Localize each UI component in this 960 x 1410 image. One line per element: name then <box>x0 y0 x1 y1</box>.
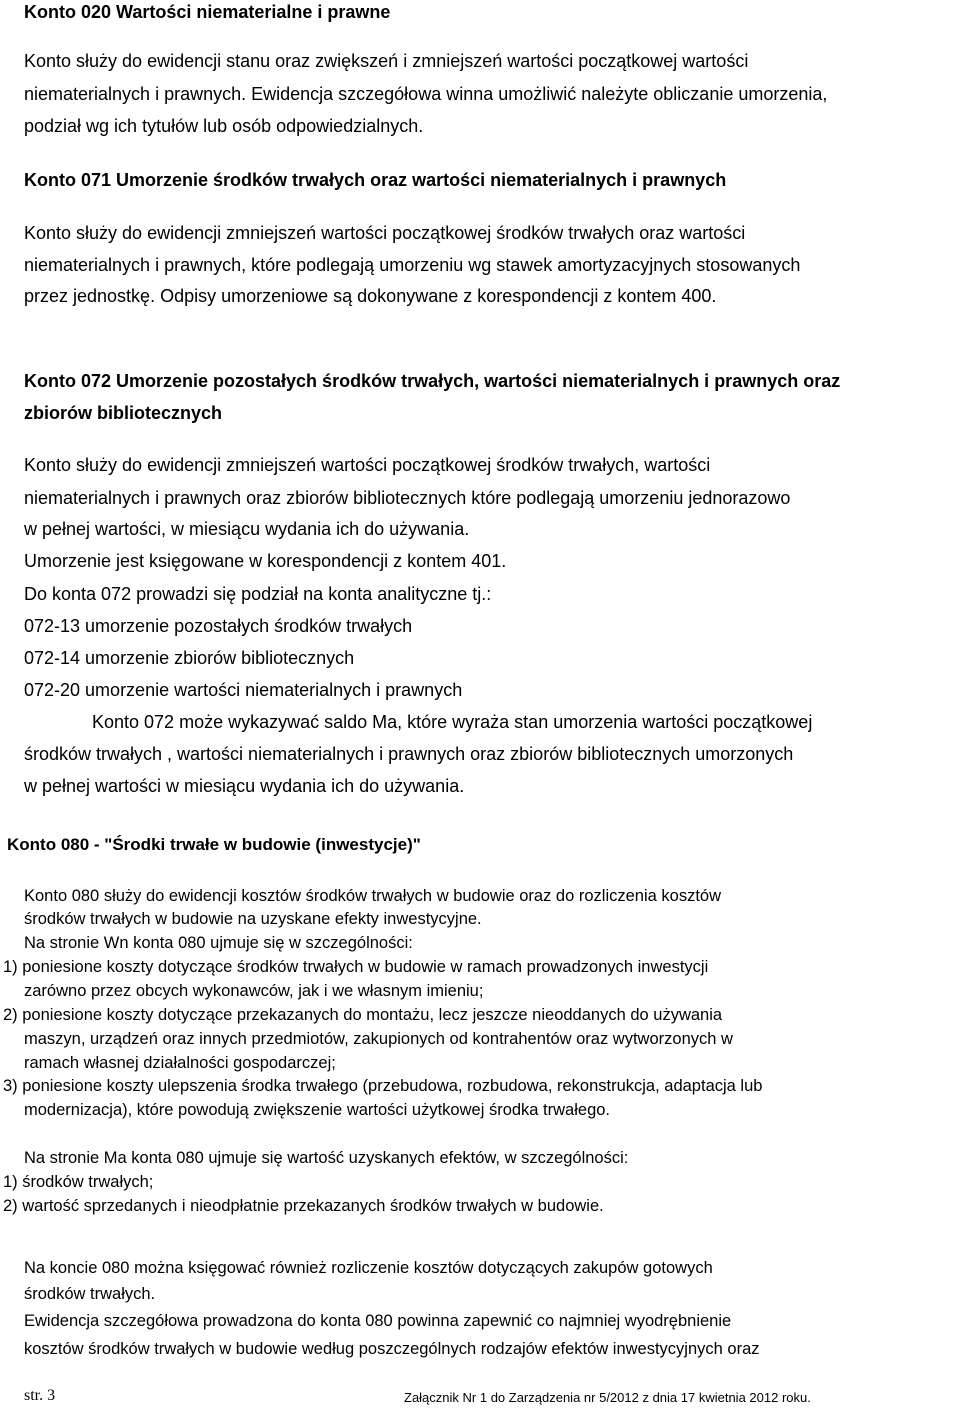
konto-020-text-line: podział wg ich tytułów lub osób odpowiedzialnych. <box>24 116 424 136</box>
konto-080-list-item: 3) poniesione koszty ulepszenia środka trwałego (przebudowa, rozbudowa, rekonstrukcja, adaptacja lub <box>3 1077 763 1095</box>
konto-080-text-line: Ewidencja szczegółowa prowadzona do konta 080 powinna zapewnić co najmniej wyodrębnienie <box>24 1312 732 1330</box>
konto-072-text-line: niematerialnych i prawnych oraz zbiorów bibliotecznych które podlegają umorzeniu jednorazowo <box>24 488 791 508</box>
konto-080-text-line: Na stronie Ma konta 080 ujmuje się wartość uzyskanych efektów, w szczególności: <box>24 1149 629 1167</box>
konto-080-list-item: 1) środków trwałych; <box>3 1173 154 1191</box>
konto-071-text-line: przez jednostkę. Odpisy umorzeniowe są dokonywane z korespondencji z kontem 400. <box>24 286 717 306</box>
konto-080-list-item: 2) poniesione koszty dotyczące przekazanych do montażu, lecz jeszcze nieoddanych do używania <box>3 1006 723 1024</box>
konto-072-text-line: środków trwałych , wartości niematerialnych i prawnych oraz zbiorów bibliotecznych umorzonych <box>24 744 794 764</box>
konto-080-list-item: 2) wartość sprzedanych i nieodpłatnie przekazanych środków trwałych w budowie. <box>3 1197 604 1215</box>
konto-072-text-line: w pełnej wartości w miesiącu wydania ich do używania. <box>24 776 465 796</box>
konto-072-text-line: Konto 072 może wykazywać saldo Ma, które wyraża stan umorzenia wartości początkowej <box>92 712 813 732</box>
konto-072-text-line: Konto służy do ewidencji zmniejszeń wartości początkowej środków trwałych, wartości <box>24 455 711 475</box>
konto-080-list-item: 1) poniesione koszty dotyczące środków trwałych w budowie w ramach prowadzonych inwestycji <box>3 958 709 976</box>
konto-072-analytic-item: 072-13 umorzenie pozostałych środków trwałych <box>24 616 413 636</box>
konto-072-analytic-item: 072-14 umorzenie zbiorów bibliotecznych <box>24 648 355 668</box>
konto-072-analytic-item: 072-20 umorzenie wartości niematerialnych i prawnych <box>24 680 463 700</box>
konto-072-text-line: w pełnej wartości, w miesiącu wydania ich do używania. <box>24 519 470 539</box>
konto-080-text-line: Na koncie 080 można księgować również rozliczenie kosztów dotyczących zakupów gotowych <box>24 1259 713 1277</box>
konto-072-text-line: Umorzenie jest księgowane w korespondencji z kontem 401. <box>24 551 507 571</box>
konto-080-heading: Konto 080 - "Środki trwałe w budowie (inwestycje)" <box>7 835 421 854</box>
konto-020-text-line: Konto służy do ewidencji stanu oraz zwiększeń i zmniejszeń wartości początkowej wartości <box>24 51 749 71</box>
konto-071-text-line: niematerialnych i prawnych, które podlegają umorzeniu wg stawek amortyzacyjnych stosowanych <box>24 255 801 275</box>
konto-071-heading: Konto 071 Umorzenie środków trwałych oraz wartości niematerialnych i prawnych <box>24 170 727 190</box>
konto-080-text-line: Konto 080 służy do ewidencji kosztów środków trwałych w budowie oraz do rozliczenia kosztów <box>24 887 721 905</box>
konto-071-text-line: Konto służy do ewidencji zmniejszeń wartości początkowej środków trwałych oraz wartości <box>24 223 746 243</box>
konto-080-text-line: środków trwałych w budowie na uzyskane efekty inwestycyjne. <box>24 910 482 928</box>
page-number: str. 3 <box>24 1387 56 1404</box>
konto-080-list-item-cont: ramach własnej działalności gospodarczej; <box>24 1054 336 1072</box>
konto-080-text-line: środków trwałych. <box>24 1285 156 1303</box>
konto-080-list-item-cont: modernizacja), które powodują zwiększenie wartości użytkowej środka trwałego. <box>24 1101 611 1119</box>
konto-072-heading: Konto 072 Umorzenie pozostałych środków trwałych, wartości niematerialnych i prawnych oraz <box>24 371 841 391</box>
konto-072-heading: zbiorów bibliotecznych <box>24 403 223 423</box>
konto-080-list-item-cont: maszyn, urządzeń oraz innych przedmiotów, zakupionych od kontrahentów oraz wytworzonych w <box>24 1030 733 1048</box>
konto-080-list-item-cont: zarówno przez obcych wykonawców, jak i we własnym imieniu; <box>24 982 484 1000</box>
konto-080-text-line: Na stronie Wn konta 080 ujmuje się w szczególności: <box>24 934 413 952</box>
konto-072-text-line: Do konta 072 prowadzi się podział na konta analityczne tj.: <box>24 584 492 604</box>
footer-note: Załącznik Nr 1 do Zarządzenia nr 5/2012 z dnia 17 kwietnia 2012 roku. <box>404 1390 811 1405</box>
konto-020-text-line: niematerialnych i prawnych. Ewidencja szczegółowa winna umożliwić należyte obliczanie umorzenia, <box>24 84 828 104</box>
konto-080-text-line: kosztów środków trwałych w budowie według poszczególnych rodzajów efektów inwestycyjnych oraz <box>24 1340 760 1358</box>
konto-020-heading: Konto 020 Wartości niematerialne i prawne <box>24 2 391 22</box>
